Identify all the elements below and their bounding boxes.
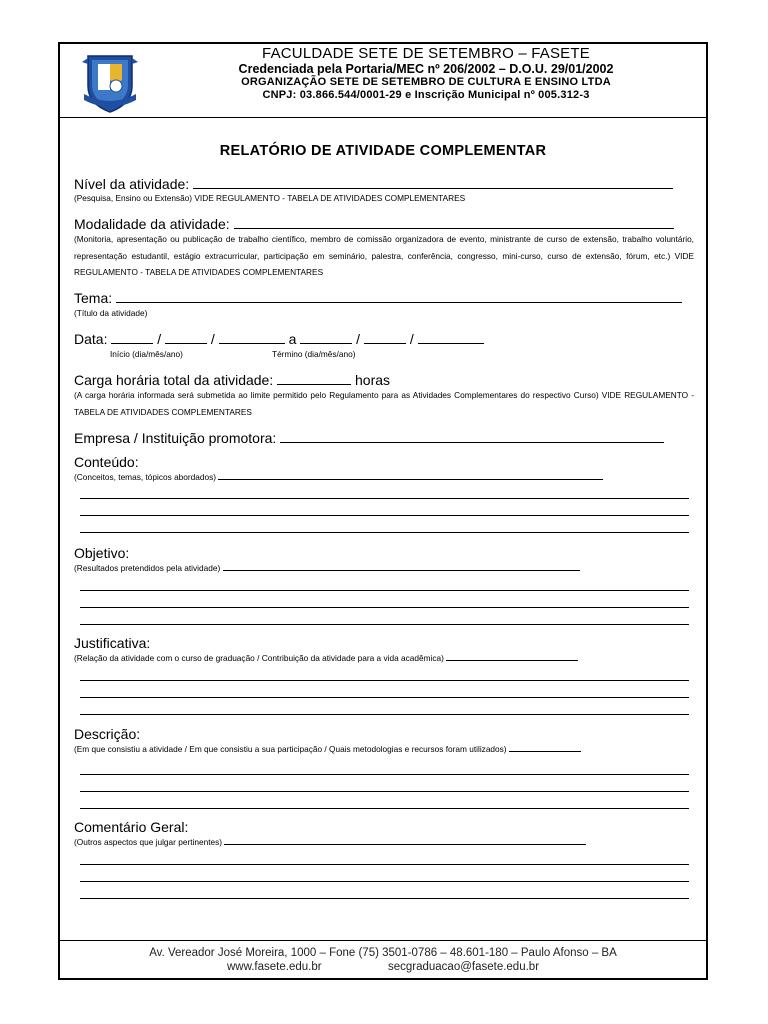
carga-label: Carga horária total da atividade:: [74, 372, 274, 388]
end-year-input-line[interactable]: [418, 332, 484, 344]
modalidade-label: Modalidade da atividade:: [74, 216, 230, 232]
objetivo-write-line[interactable]: [80, 624, 689, 625]
date-separator: /: [157, 331, 162, 347]
data-inicio-note: Início (dia/mês/ano): [110, 349, 183, 359]
descricao-field: Descrição:: [74, 726, 141, 742]
document-footer: [60, 940, 706, 981]
date-range-connector: a: [288, 331, 297, 347]
footer-website[interactable]: www.fasete.edu.br: [226, 961, 322, 973]
data-field: [74, 331, 484, 347]
justificativa-field: Justificativa:: [74, 635, 151, 651]
start-year-input-line[interactable]: [219, 332, 285, 344]
tema-input-line[interactable]: [116, 291, 682, 303]
institution-name: FACULDADE SETE DE SETEMBRO – FASETE: [262, 45, 590, 62]
carga-input-line[interactable]: [277, 373, 351, 385]
justificativa-write-line[interactable]: [80, 680, 689, 681]
descricao-note: (Em que consistiu a atividade / Em que consistiu a sua participação / Quais metodologias e recursos foram utilizados): [74, 741, 581, 757]
descricao-write-line[interactable]: [80, 791, 689, 792]
conteudo-field: Conteúdo:: [74, 454, 139, 470]
comentario-note: (Outros aspectos que julgar pertinentes): [74, 834, 586, 850]
date-separator: /: [356, 331, 361, 347]
objetivo-note: (Resultados pretendidos pela atividade): [74, 560, 580, 576]
form-title: RELATÓRIO DE ATIVIDADE COMPLEMENTAR: [219, 143, 547, 159]
footer-contacts: [60, 960, 706, 974]
tema-note: (Título da atividade): [74, 308, 148, 318]
footer-email[interactable]: secgraduacao@fasete.edu.br: [387, 961, 540, 973]
nivel-label: Nível da atividade:: [74, 176, 190, 192]
nivel-input-line[interactable]: [193, 177, 673, 189]
footer-address: Av. Vereador José Moreira, 1000 – Fone (75) 3501-0786 – 48.601-180 – Paulo Afonso – BA: [149, 947, 617, 959]
start-day-input-line[interactable]: [111, 332, 153, 344]
objetivo-write-line[interactable]: [80, 607, 689, 608]
institution-crest-logo: [78, 50, 142, 114]
header-text: [156, 44, 696, 102]
date-separator: /: [210, 331, 215, 347]
organization-line: ORGANIZAÇÃO SETE DE SETEMBRO DE CULTURA E ENSINO LTDA: [241, 76, 611, 88]
modalidade-field: [74, 216, 674, 232]
carga-unit: horas: [355, 372, 391, 388]
justificativa-write-line[interactable]: [80, 697, 689, 698]
document-frame: [58, 42, 708, 980]
tema-label: Tema:: [74, 290, 113, 306]
conteudo-note: (Conceitos, temas, tópicos abordados): [74, 469, 603, 485]
nivel-note: (Pesquisa, Ensino ou Extensão) VIDE REGULAMENTO - TABELA DE ATIVIDADES COMPLEMENTARES: [74, 193, 466, 203]
tema-field: [74, 290, 682, 306]
empresa-input-line[interactable]: [280, 431, 664, 443]
document-header: [60, 44, 706, 118]
conteudo-note-line[interactable]: [218, 472, 603, 480]
end-month-input-line[interactable]: [364, 332, 406, 344]
conteudo-write-line[interactable]: [80, 532, 689, 533]
comentario-note-line[interactable]: [224, 837, 586, 845]
justificativa-note-line[interactable]: [446, 653, 578, 661]
descricao-note-line[interactable]: [509, 744, 581, 752]
objetivo-write-line[interactable]: [80, 590, 689, 591]
start-month-input-line[interactable]: [165, 332, 207, 344]
cnpj-line: CNPJ: 03.866.544/0001-29 e Inscrição Municipal nº 005.312-3: [262, 89, 590, 101]
conteudo-write-line[interactable]: [80, 515, 689, 516]
comentario-field: Comentário Geral:: [74, 819, 189, 835]
comentario-write-line[interactable]: [80, 864, 689, 865]
objetivo-note-line[interactable]: [223, 563, 580, 571]
data-termino-note: Término (dia/mês/ano): [272, 349, 356, 359]
carga-note: (A carga horária informada será submetida ao limite permitido pelo Regulamento para as Atividades Complementares do respectivo Curso) VIDE REGULAMENTO - TABELA DE ATIVIDADES COMPLEMENTARES: [74, 390, 694, 417]
objetivo-field: Objetivo:: [74, 545, 130, 561]
descricao-write-line[interactable]: [80, 808, 689, 809]
comentario-write-line[interactable]: [80, 898, 689, 899]
data-label: Data:: [74, 331, 108, 347]
modalidade-note: (Monitoria, apresentação ou publicação de trabalho científico, membro de comissão organizadora de evento, ministrante de curso de extensão, trabalho voluntário, representação estudantil, estágio extracurricular, participação em seminário, palestra, conferência, congresso, mini-curso, curso de extensão, fórum, etc.) VIDE REGULAMENTO - TABELA DE ATIVIDADES COMPLEMENTARES: [74, 234, 694, 277]
empresa-label: Empresa / Instituição promotora:: [74, 430, 277, 446]
date-separator: /: [409, 331, 414, 347]
comentario-write-line[interactable]: [80, 881, 689, 882]
carga-field: [74, 372, 390, 388]
conteudo-write-line[interactable]: [80, 498, 689, 499]
end-day-input-line[interactable]: [300, 332, 352, 344]
justificativa-write-line[interactable]: [80, 714, 689, 715]
descricao-write-line[interactable]: [80, 774, 689, 775]
justificativa-note: (Relação da atividade com o curso de graduação / Contribuição da atividade para a vida acadêmica): [74, 650, 578, 666]
accreditation-line: Credenciada pela Portaria/MEC nº 206/2002 – D.O.U. 29/01/2002: [238, 62, 614, 76]
modalidade-input-line[interactable]: [234, 217, 674, 229]
empresa-field: [74, 430, 664, 446]
